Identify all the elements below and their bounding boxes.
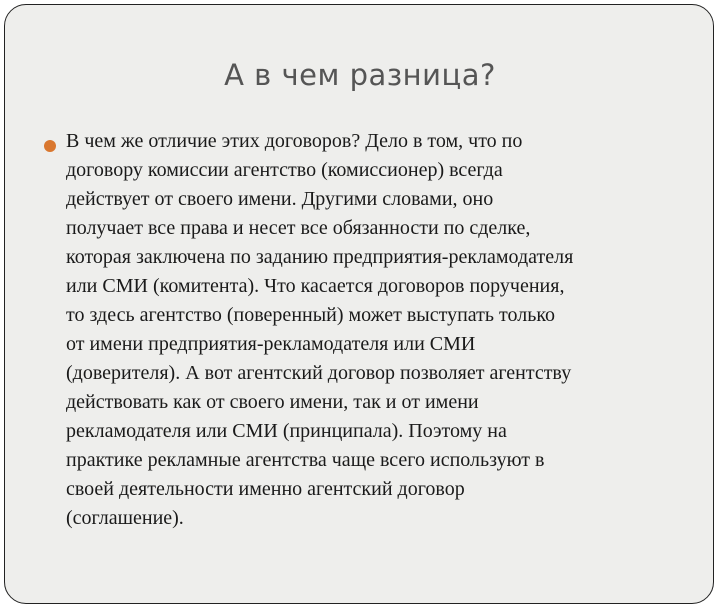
slide-paragraph: В чем же отличие этих договоров? Дело в том, что по договору комиссии агентство (комиссионер) всегда действует от своего имени. Другими словами, оно получает все права и несет все обязанности по сделке, которая заключена по заданию предприятия-рекламодателя или СМИ (комитента). Что касается договоров поручения, то здесь агентство (поверенный) может выступать только от имени предприятия-рекламодателя или СМИ (доверителя). А вот агентский договор позволяет агентству действовать как от своего имени, так и от имени рекламодателя или СМИ (принципала). Поэтому на практике рекламные агентства чаще всего используют в своей деятельности именно агентский договор (соглашение).	[66, 130, 574, 529]
bullet-dot-icon	[44, 140, 56, 152]
slide-title: А в чем разница?	[224, 58, 496, 92]
